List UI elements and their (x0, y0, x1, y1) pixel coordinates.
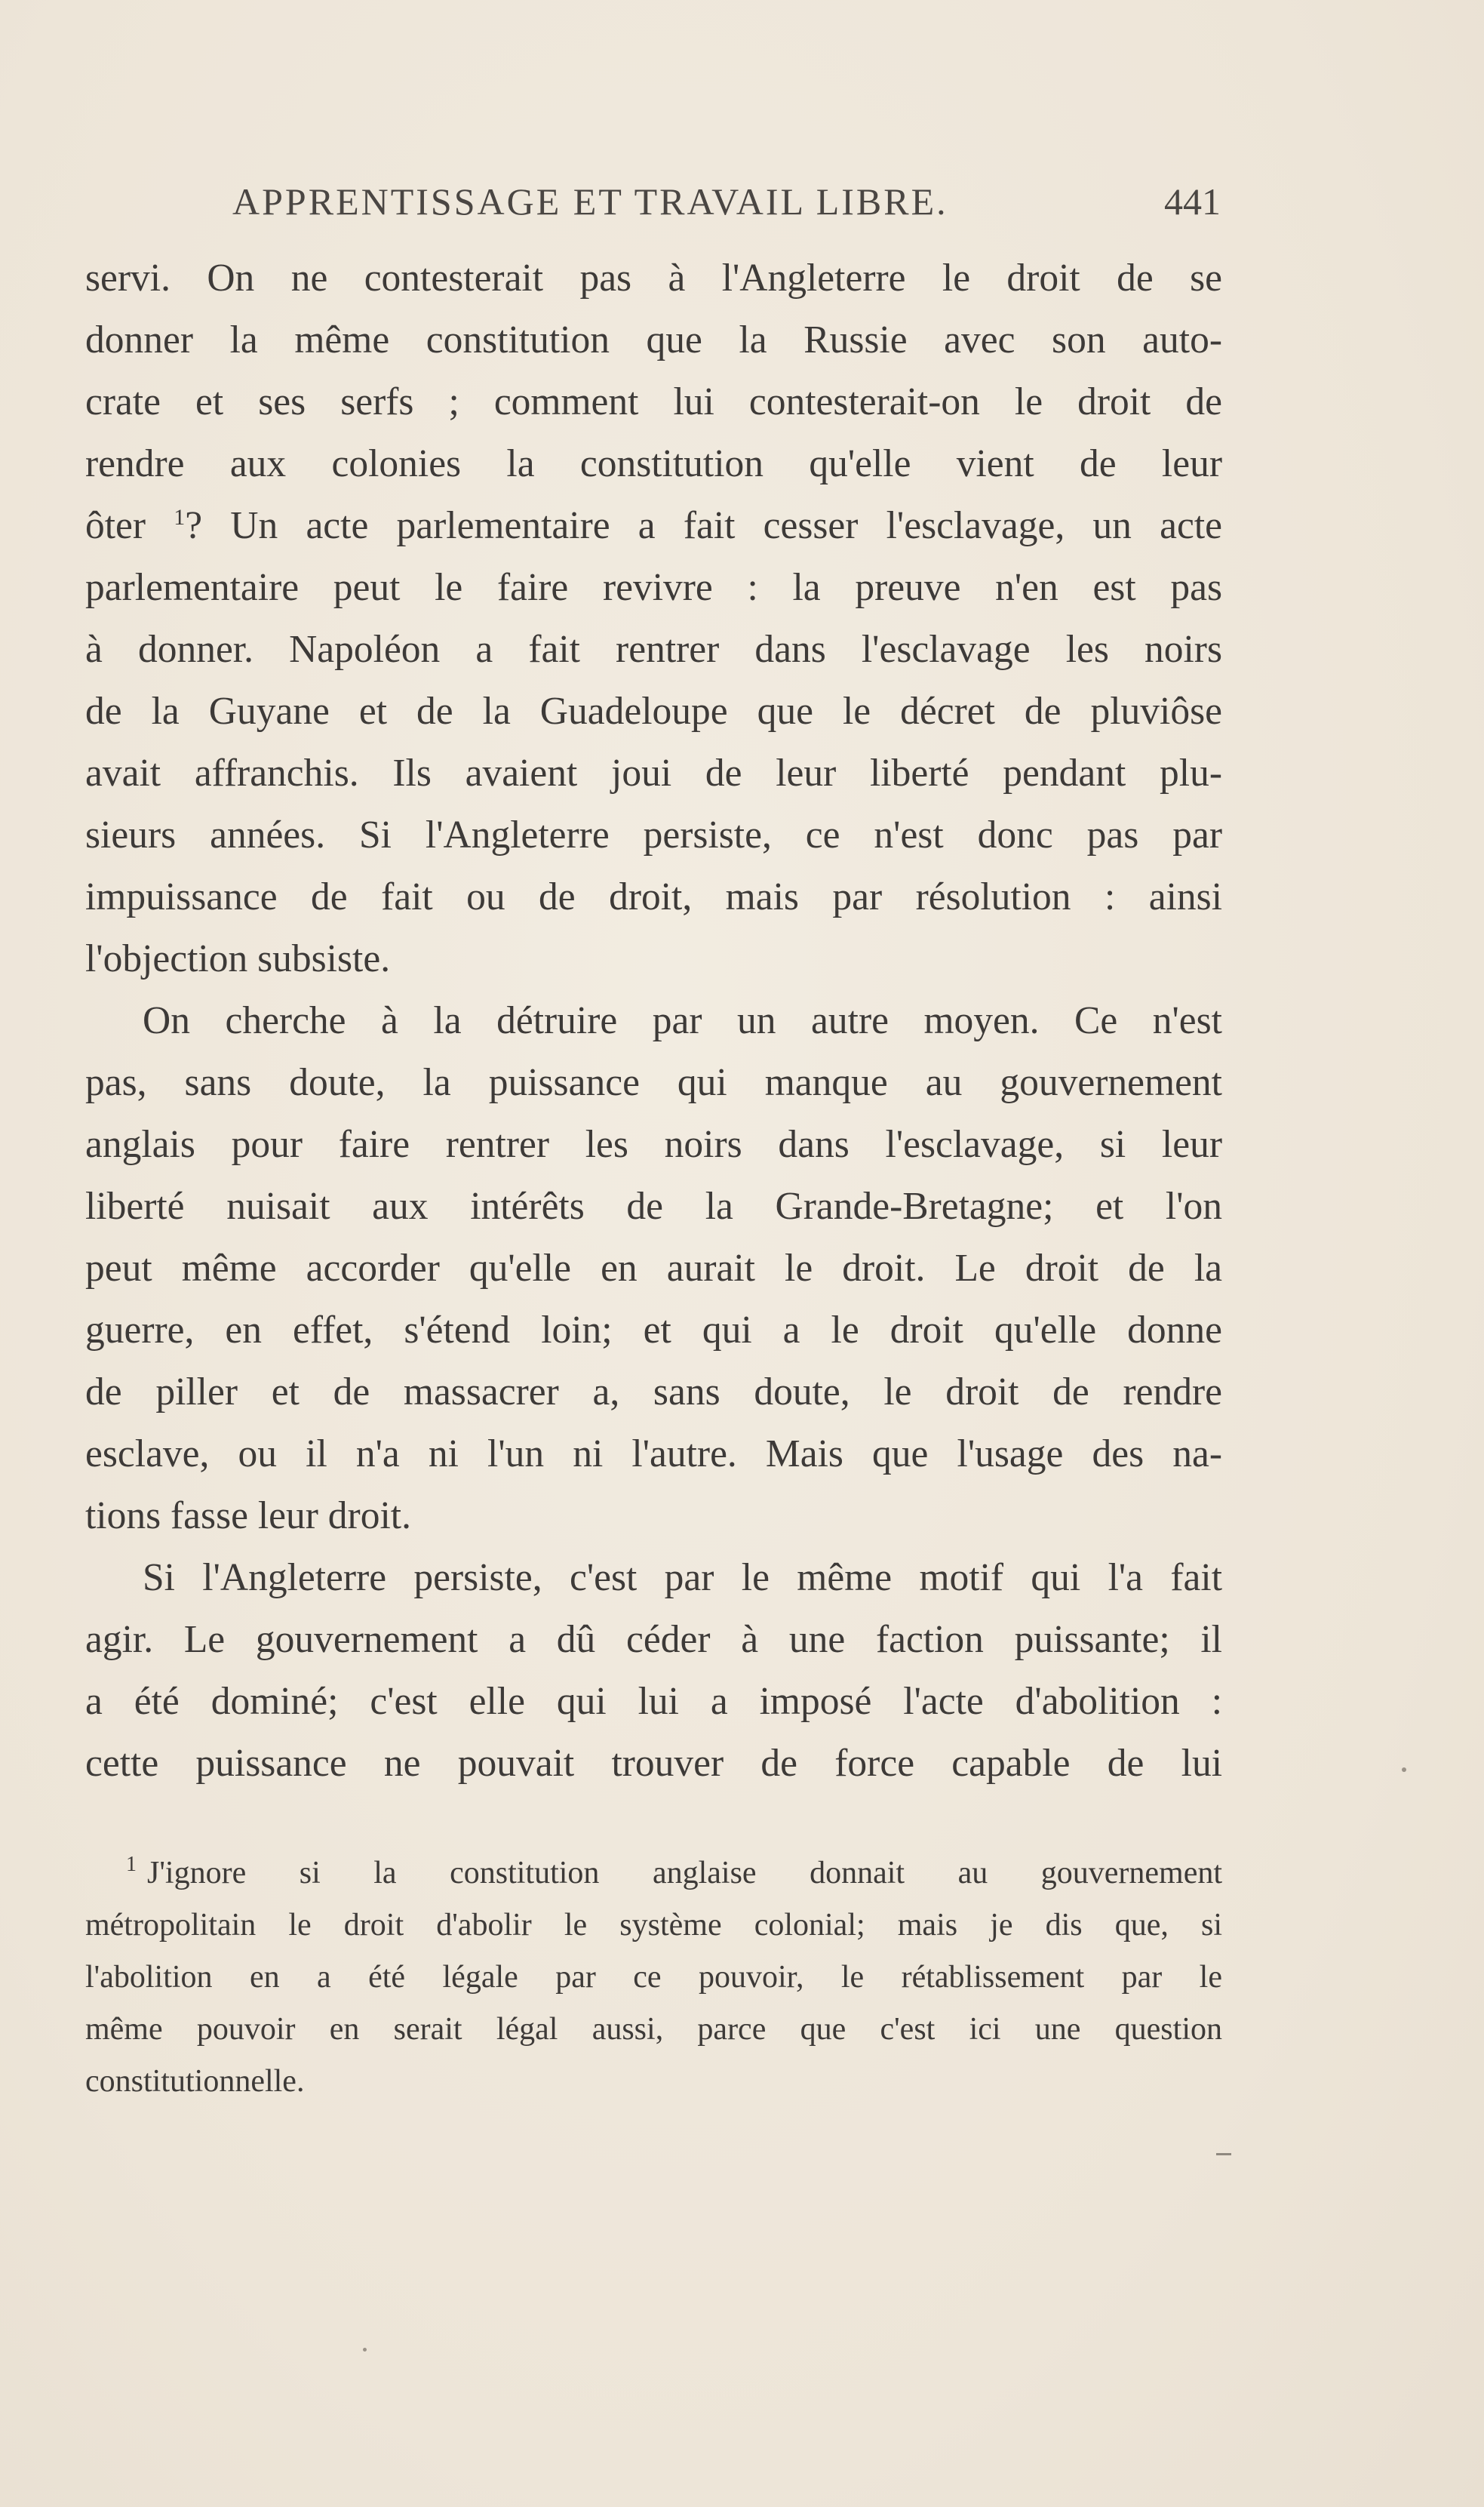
text-line: On cherche à la détruire par un autre moyen. Ce n'est (143, 999, 1222, 1042)
text-line: cette puissance ne pouvait trouver de force capable de lui (85, 1742, 1222, 1785)
footnote-line (85, 1847, 1222, 1899)
text-line: de piller et de massacrer a, sans doute, le droit de rendre (85, 1370, 1222, 1413)
paper-mark (1216, 2153, 1231, 2155)
footnote-line: métropolitain le droit d'abolir le système colonial; mais je dis que, si (85, 1908, 1222, 1943)
footnote-text: J'ignore si la constitution anglaise donnait au gouvernement (147, 1856, 1222, 1890)
text-line: esclave, ou il n'a ni l'un ni l'autre. Mais que l'usage des na- (85, 1432, 1222, 1475)
text-line: de la Guyane et de la Guadeloupe que le décret de pluviôse (85, 690, 1222, 733)
text-line: liberté nuisait aux intérêts de la Grande-Bretagne; et l'on (85, 1185, 1222, 1228)
text-line-with-footnote-ref (85, 495, 1222, 557)
footnote-line: l'abolition en a été légale par ce pouvoir, le rétablissement par le (85, 1960, 1222, 1995)
text-fragment: ? Un acte parlementaire a fait cesser l'esclavage, un acte (185, 504, 1222, 547)
text-fragment: ôter (85, 504, 146, 547)
page-number: 441 (1164, 180, 1221, 223)
text-line: guerre, en effet, s'étend loin; et qui a le droit qu'elle donne (85, 1309, 1222, 1352)
main-text (85, 248, 1222, 1795)
running-title: APPRENTISSAGE ET TRAVAIL LIBRE. (232, 180, 948, 223)
text-line: avait affranchis. Ils avaient joui de leur liberté pendant plu- (85, 752, 1222, 795)
running-head (232, 180, 1221, 232)
footnotes (85, 1847, 1222, 2108)
paper-speck (1402, 1767, 1406, 1772)
footnote-line: constitutionnelle. (85, 2064, 305, 2099)
text-line: rendre aux colonies la constitution qu'elle vient de leur (85, 442, 1222, 485)
text-line: a été dominé; c'est elle qui lui a imposé l'acte d'abolition : (85, 1680, 1222, 1723)
text-line: servi. On ne contesterait pas à l'Angleterre le droit de se (85, 257, 1222, 300)
text-line: anglais pour faire rentrer les noirs dans l'esclavage, si leur (85, 1123, 1222, 1166)
text-line: l'objection subsiste. (85, 937, 391, 980)
footnote-marker: 1 (126, 1853, 137, 1876)
text-line: à donner. Napoléon a fait rentrer dans l'esclavage les noirs (85, 628, 1222, 671)
text-line: donner la même constitution que la Russie avec son auto- (85, 318, 1222, 361)
text-line: parlementaire peut le faire revivre : la preuve n'en est pas (85, 566, 1222, 609)
footnote-line: même pouvoir en serait légal aussi, parce que c'est ici une question (85, 2012, 1222, 2047)
text-line: sieurs années. Si l'Angleterre persiste, ce n'est donc pas par (85, 814, 1222, 857)
text-line: crate et ses serfs ; comment lui contesterait-on le droit de (85, 380, 1222, 423)
text-line: agir. Le gouvernement a dû céder à une faction puissante; il (85, 1618, 1222, 1661)
text-line: tions fasse leur droit. (85, 1494, 411, 1537)
paper-speck (363, 2348, 367, 2352)
footnote-reference: 1 (174, 505, 186, 530)
text-line: peut même accorder qu'elle en aurait le droit. Le droit de la (85, 1247, 1222, 1290)
text-line: impuissance de fait ou de droit, mais par résolution : ainsi (85, 875, 1222, 918)
text-line: pas, sans doute, la puissance qui manque au gouvernement (85, 1061, 1222, 1104)
text-line: Si l'Angleterre persiste, c'est par le même motif qui l'a fait (143, 1556, 1222, 1599)
